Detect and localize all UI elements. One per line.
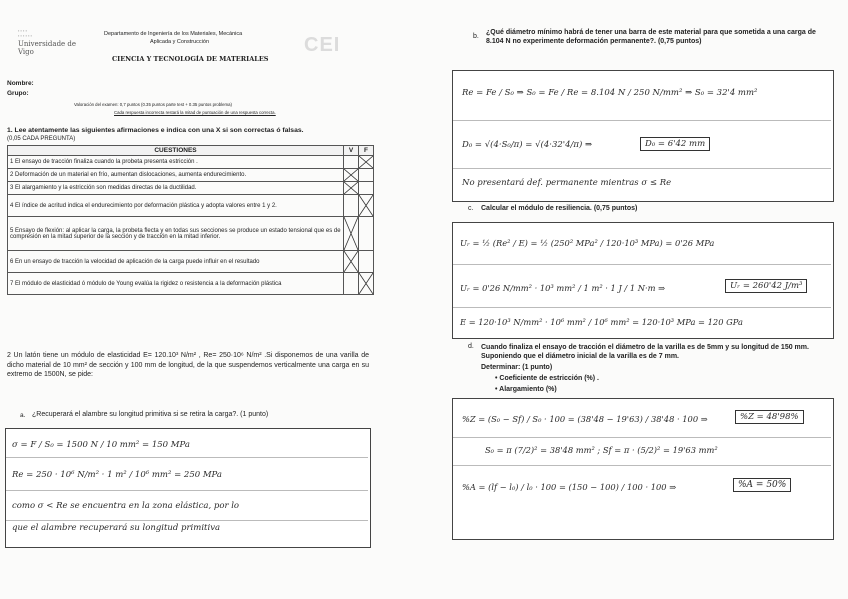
q2d-bullet1: • Coeficiente de estricción (%) . [495,375,599,382]
question-row [8,195,374,217]
penalty-note: Cada respuesta incorrecta restará la mitad de puntuación de una respuesta correcta. [114,110,276,115]
answer-f-cell[interactable] [359,156,374,169]
grupo-label: Grupo: [7,90,29,97]
question-text: 5 Ensayo de flexión: al aplicar la carga, la probeta flecta y en todas sus secciones se produce un estado tensional que es de compresión en la mitad superior de la sección y de tracción en la mitad inferior. [8,217,344,251]
answer-b-line1: Re = Fe / S₀ ⇒ S₀ = Fe / Re = 8.104 N / 250 N/mm² ⇒ S₀ = 32'4 mm² [462,88,758,98]
scoring-note: Valoración del examen: 0,7 puntos (0.35 puntos parte test + 0.35 puntos problema) [74,102,232,107]
answer-v-cell[interactable] [344,273,359,295]
question-text: 3 El alargamiento y la estricción son medidas directas de la ductilidad. [8,182,344,195]
q2d-bullet2-text: Alargamiento (%) [499,386,557,393]
answer-c-line3: E = 120·10³ N/mm² · 10⁶ mm² / 10⁶ mm² = 120·10³ MPa = 120 GPa [460,317,743,327]
answer-d-line3: %A = (lf − l₀) / l₀ · 100 = (150 − 100) / 100 · 100 ⇒ [462,482,677,492]
answer-b-line3: No presentará def. permanente mientras σ ≤ Re [462,178,672,188]
answer-f-cell[interactable] [359,217,374,251]
university-logo: ▪ ▪ ▪ ▪ ▪ ▪ ▪ ▪ ▪ ▪ Universidade de Vigo [18,28,88,58]
answer-a-line1: σ = F / S₀ = 1500 N / 10 mm² = 150 MPa [12,440,190,450]
answer-c-line2: Uᵣ = 0'26 N/mm² · 10³ mm² / 1 m² · 1 J / 1 N·m ⇒ [460,283,666,293]
q1-title: 1. Lee atentamente las siguientes afirmaciones e indica con una X si son correctas ó falsas. [7,127,304,134]
q2a-text: ¿Recuperará el alambre su longitud primitiva si se retira la carga?. (1 punto) [32,411,269,418]
course-title: CIENCIA Y TECNOLOGÍA DE MATERIALES [112,55,269,63]
question-row [8,273,374,295]
question-row [8,169,374,182]
answer-d-line1: %Z = (S₀ − Sf) / S₀ · 100 = (38'48 − 19'63) / 38'48 · 100 ⇒ [462,414,708,424]
nombre-label: Nombre: [7,80,34,87]
col-f: F [359,146,374,156]
question-text: 7 El módulo de elasticidad ó módulo de Young evalúa la rigidez o resistencia a la deformación plástica [8,273,344,295]
answer-v-cell[interactable] [344,195,359,217]
answer-f-cell[interactable] [359,169,374,182]
answer-d-result1: %Z = 48'98% [735,410,804,424]
answer-d-result2: %A = 50% [733,478,791,492]
logo-text: Universidade de Vigo [18,40,77,56]
q1-subtitle: (0,05 CADA PREGUNTA) [7,136,76,142]
answer-v-cell[interactable] [344,217,359,251]
answer-v-cell[interactable] [344,156,359,169]
answer-c-line1: Uᵣ = ½ (Re² / E) = ½ (250² MPa² / 120·10³ MPa) = 0'26 MPa [460,238,715,248]
answer-v-cell[interactable] [344,182,359,195]
answer-a-line3: como σ < Re se encuentra en la zona elástica, por lo [12,501,240,511]
answer-a-line4: que el alambre recuperará su longitud primitiva [12,523,221,533]
answer-v-cell[interactable] [344,169,359,182]
q2d-bullet2: • Alargamiento (%) [495,386,557,393]
answer-f-cell[interactable] [359,273,374,295]
q2-statement: 2 Un latón tiene un módulo de elasticidad E= 120.10³ N/m² , Re= 250·10⁶ N/m² .Si disponemos de una varilla de dicho material de 10 mm² de sección y 100 mm de longitud, de la que suspendemos verticalmente una carga en su extremo de 1500N, se pide: [7,352,369,378]
question-text: 1 El ensayo de tracción finaliza cuando la probeta presenta estricción . [8,156,344,169]
question-text: 2 Deformación de un material en frío, aumentan dislocaciones, aumenta endurecimiento. [8,169,344,182]
q2a-label: a. [20,412,26,419]
q2d-bullet1-text: Coeficiente de estricción (%) . [499,375,599,382]
answer-f-cell[interactable] [359,251,374,273]
answer-b-line2: D₀ = √(4·S₀/π) = √(4·32'4/π) ⇒ [462,140,593,150]
question-row [8,251,374,273]
question-row [8,217,374,251]
q2b-label: b. [473,33,479,40]
answer-b-result: D₀ = 6'42 mm [640,137,710,151]
q2d-text: Cuando finaliza el ensayo de tracción el diámetro de la varilla es de 5mm y su longitud de 150 mm. Suponiendo que el diámetro inicial de la varilla es de 7 mm. [481,344,809,360]
answer-d-line2: S₀ = π (7/2)² = 38'48 mm² ; Sf = π · (5/2)² = 19'63 mm² [485,445,718,455]
question-row [8,156,374,169]
q2d-determine: Determinar: (1 punto) [481,364,553,371]
department-name: Departamento de Ingeniería de los Materiales, Mecánica [104,31,243,37]
question-text: 4 El índice de acritud indica el endurecimiento por deformación plástica y adopta valores entre 1 y 2. [8,195,344,217]
answer-c-result: Uᵣ = 260'42 J/m³ [725,279,807,293]
question-row [8,182,374,195]
q2b-text: ¿Qué diámetro mínimo habrá de tener una barra de este material para que sometida a una carga de 8.104 N no experimente deformación permanente?. (0,75 puntos) [486,29,816,45]
q2c-text: Calcular el módulo de resiliencia. (0,75 puntos) [481,205,638,212]
q2d-label: d. [468,343,474,350]
answer-a-line2: Re = 250 · 10⁶ N/m² · 1 m² / 10⁶ mm² = 250 MPa [12,470,222,480]
col-v: V [344,146,359,156]
answer-f-cell[interactable] [359,195,374,217]
department-name-2: Aplicada y Construcción [150,39,210,45]
col-questions: CUESTIONES [8,146,344,156]
question-text: 6 En un ensayo de tracción la velocidad de aplicación de la carga puede influir en el resultado [8,251,344,273]
q2c-label: c. [468,205,474,212]
questions-table [7,145,374,295]
answer-v-cell[interactable] [344,251,359,273]
watermark-logo: CEI [304,34,341,56]
answer-f-cell[interactable] [359,182,374,195]
